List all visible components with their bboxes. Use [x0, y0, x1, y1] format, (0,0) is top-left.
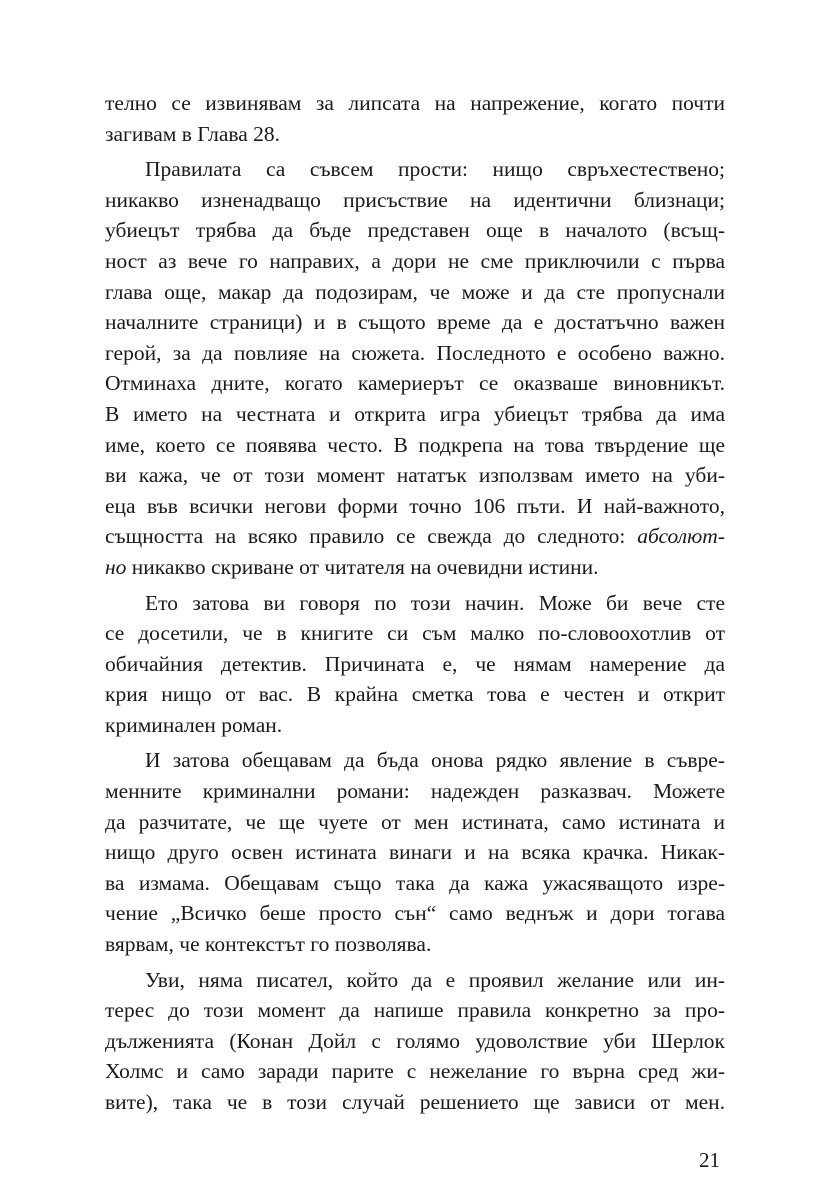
text-line: Уви, няма писател, който да е проявил желание или ин- [145, 967, 725, 992]
text-line: нищо друго освен истината винаги и на всяка крачка. Никак- [105, 840, 725, 865]
text-line: Отминаха дните, когато камериерът се оказваше виновникът. [105, 371, 725, 396]
paragraph [105, 154, 725, 582]
text-line: чение „Всичко беше просто сън“ само веднъж и дори тогава [105, 901, 725, 926]
text-line: да разчитате, че ще чуете от мен истината, само истината и [105, 809, 725, 834]
italic-fragment: абсолют- [637, 524, 725, 549]
text-line: телно се извинявам за липсата на напрежение, когато почти [105, 91, 725, 115]
text-line: загивам в Глава 28. [105, 121, 281, 146]
text-line: криминален роман. [105, 712, 283, 737]
text-line: Холмс и само заради парите с нежелание го върна сред жи- [105, 1059, 725, 1084]
text-line: И затова обещавам да бъда онова рядко явление в съвре- [145, 748, 725, 773]
text-line: глава още, макар да подозирам, че може и да сте пропуснали [105, 279, 725, 304]
paragraph [105, 588, 725, 741]
text-line: менните криминални романи: надежден разказвач. Можете [105, 779, 725, 804]
italic-fragment: но [105, 554, 127, 579]
text-line: вярвам, че контекстът го позволява. [105, 932, 432, 957]
text-line: име, което се появява често. В подкрепа на това твърдение ще [105, 432, 725, 457]
text-line: ва измама. Обещавам също така да кажа ужасяващото изре- [105, 870, 725, 895]
text-line: крия нищо от вас. В крайна сметка това е честен и открит [105, 682, 725, 707]
paragraph [105, 745, 725, 959]
text-line: терес до този момент да напише правила конкретно за про- [105, 998, 725, 1023]
text-line-with-italic: същността на всяко правило се свежда до следното: абсолют- [105, 524, 725, 549]
text-line: герой, за да повлияе на сюжета. Последното е особено важно. [105, 340, 725, 365]
page-body [105, 88, 725, 1118]
paragraph [105, 88, 725, 149]
text-line-with-italic: но никакво скриване от читателя на очевидни истини. [105, 554, 599, 579]
text-line: Ето затова ви говоря по този начин. Може би вече сте [145, 590, 725, 615]
text-line: ви кажа, че от този момент нататък използвам името на уби- [105, 463, 725, 488]
text-line: ност аз вече го направих, а дори не сме приключили с първа [105, 248, 725, 273]
text-line: Правилата са съвсем прости: нищо свръхестествено; [145, 157, 725, 182]
page-number: 21 [699, 1148, 720, 1172]
text-line: вите), така че в този случай решението ще зависи от мен. [105, 1090, 725, 1114]
text-line: В името на честната и открита игра убиецът трябва да има [105, 401, 725, 426]
text-line: началните страници) и в същото време да е достатъчно важен [105, 310, 725, 335]
text-line: обичайния детектив. Причината е, че нямам намерение да [105, 651, 725, 676]
text-line: никакво изненадващо присъствие на идентични близнаци; [105, 187, 725, 212]
text-line: дълженията (Конан Дойл с голямо удоволствие уби Шерлок [105, 1028, 725, 1053]
paragraph [105, 965, 725, 1118]
text-line: убиецът трябва да бъде представен още в началото (всъщ- [105, 218, 725, 243]
text-line: eца във всички негови форми точно 106 пъти. И най-важното, [105, 493, 725, 518]
text-line: се досетили, че в книгите си съм малко по-словоохотлив от [105, 621, 725, 646]
